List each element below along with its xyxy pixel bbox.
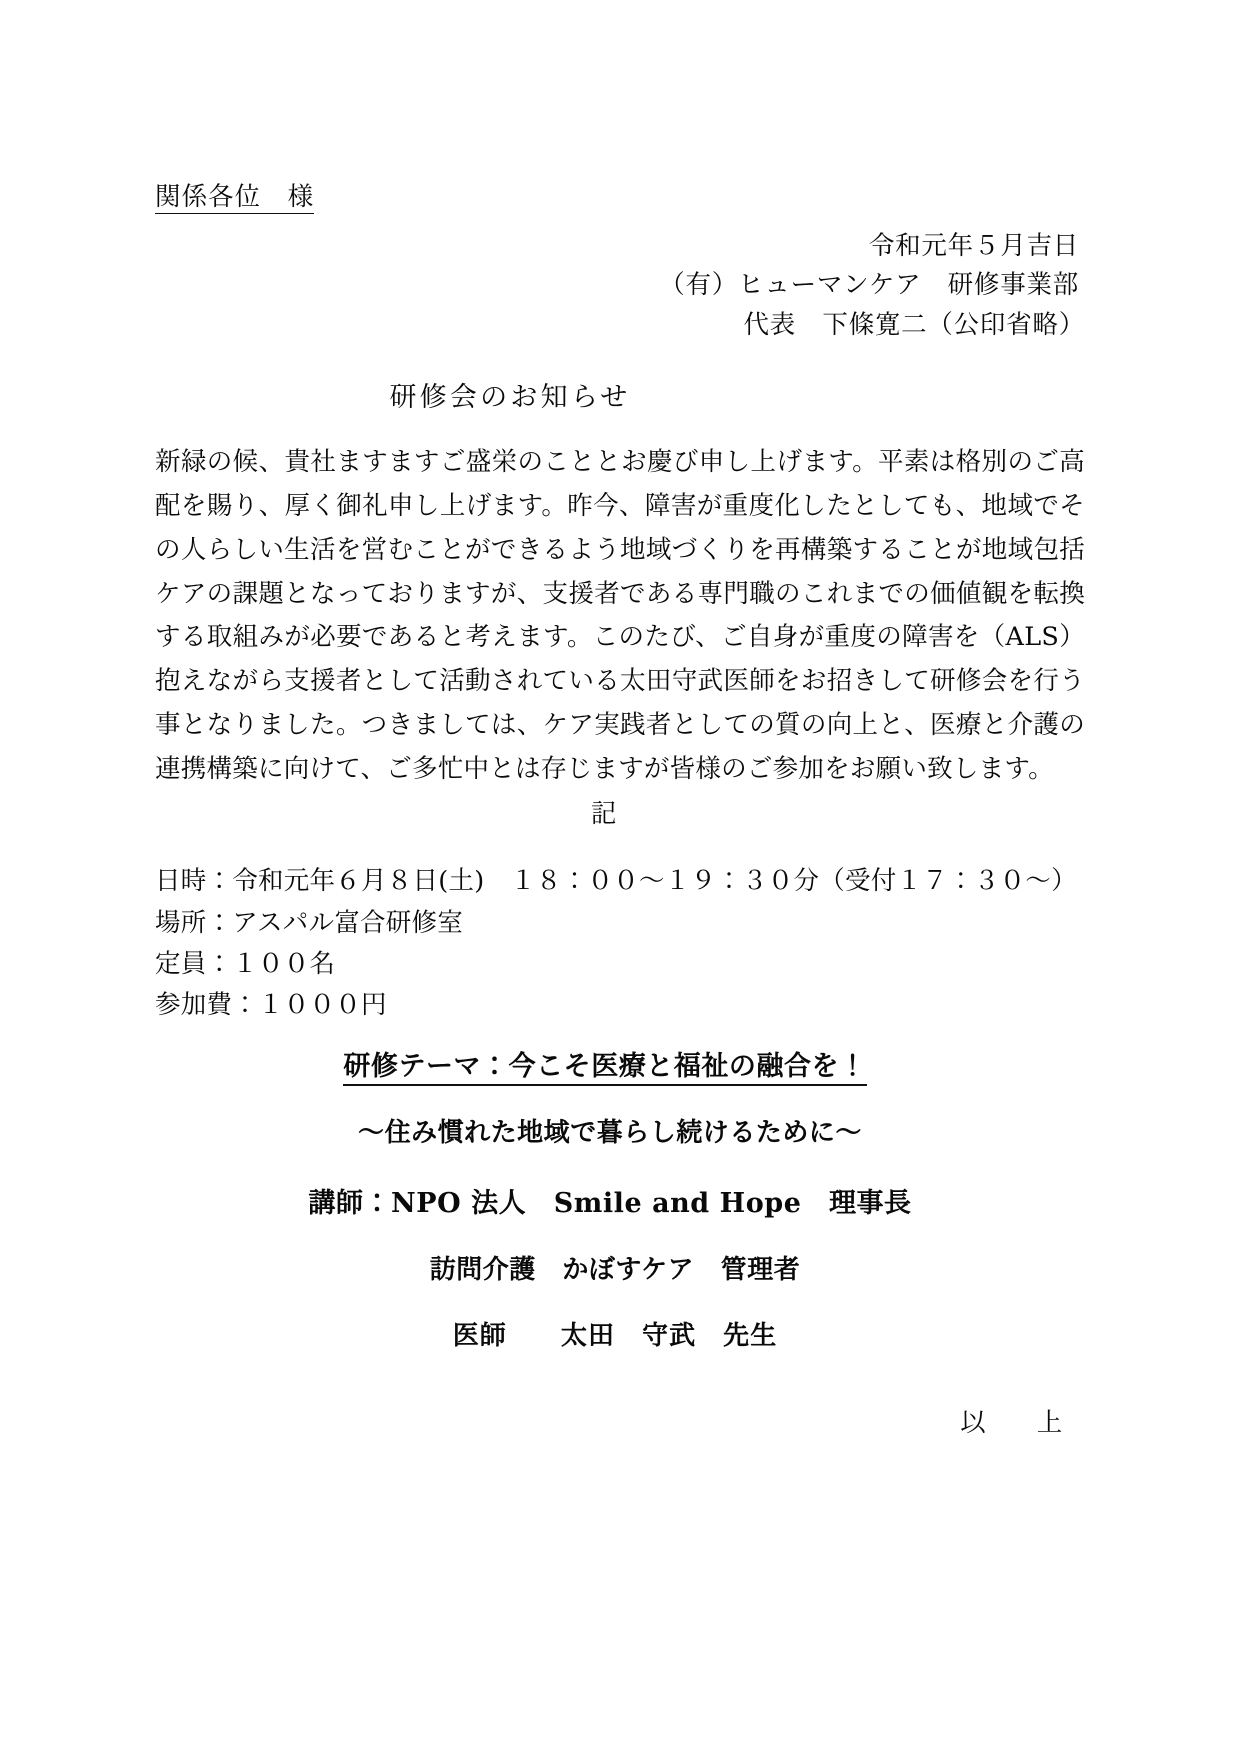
training-theme-text: 研修テーマ：今こそ医療と福祉の融合を！	[343, 1051, 866, 1086]
event-details	[155, 861, 1085, 1026]
lecturer-title: 講師：NPO 法人 Smile and Hope 理事長	[308, 1187, 912, 1219]
page-title: 研修会のお知らせ	[389, 382, 631, 413]
lecturer-role: 訪問介護 かぼすケア 管理者	[429, 1254, 801, 1285]
detail-datetime: 日時：令和元年６月８日(土) １８：００〜１９：３０分（受付１７：３０〜）	[155, 866, 1077, 897]
addressee: 関係各位 様	[155, 182, 315, 212]
sender-company: （有）ヒューマンケア 研修事業部	[659, 270, 1079, 300]
closing-mark: 以 上	[960, 1407, 1075, 1438]
body-paragraph: 新緑の候、貴社ますますご盛栄のこととお慶び申し上げます。平素は格別のご高配を賜り、厚く御礼申し上げます。昨今、障害が重度化したとしても、地域でその人らしい生活を営むことができるよう地域づくりを再構築することが地域包括ケアの課題となっておりますが、支援者である専門職のこれまでの価値観を転換する取組みが必要であると考えます。このたび、ご自身が重度の障害を（ALS）抱えながら支援者として活動されている太田守武医師をお招きして研修会を行う事となりました。つきましては、ケア実践者としての質の向上と、医療と介護の連携構築に向けて、ご多忙中とは存じますが皆様のご参加をお願い致します。	[155, 447, 1085, 785]
lecturer-name: 医師 太田 守武 先生	[452, 1320, 778, 1351]
ki-marker: 記	[590, 798, 620, 829]
sender-date: 令和元年５月吉日	[868, 230, 1079, 261]
detail-fee: 参加費：１０００円	[155, 990, 387, 1021]
sender-block	[155, 230, 1085, 340]
sender-representative: 代表 下條寛二（公印省略）	[743, 309, 1085, 340]
training-theme	[155, 1050, 1085, 1082]
detail-venue: 場所：アスパル富合研修室	[155, 907, 464, 938]
detail-capacity: 定員：１００名	[155, 948, 336, 979]
addressee-line	[155, 182, 1085, 214]
document-body	[155, 182, 1085, 1438]
training-subtheme: 〜住み慣れた地域で暮らし続けるために〜	[358, 1117, 862, 1148]
